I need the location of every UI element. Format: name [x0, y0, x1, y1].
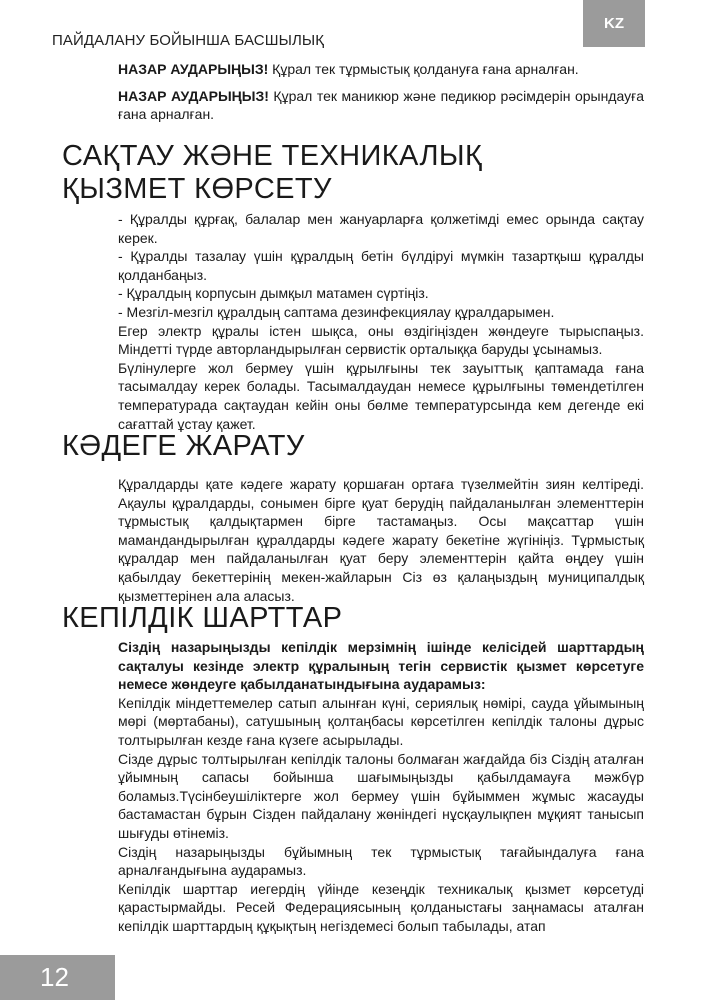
storage-body: [118, 210, 644, 433]
warning-label: НАЗАР АУДАРЫҢЫЗ!: [118, 87, 269, 104]
warranty-paragraph: Сізде дұрыс толтырылған кепілдік талоны болмаған жағдайда біз Сіздің аталған ұйымның сапасы бойынша шағымыңызды қабылдамауға мәжбүр боламыз.Түсінбеушіліктерге жол бермеу үшін бұйыммен жұмыс жасауды бастамастан бұрын Сізден пайдалану жөніндегі нұсқаулықпен мұқият танысып шығуды өтінеміз.: [118, 750, 644, 841]
warning-2: [118, 87, 644, 124]
warning-text: Құрал тек тұрмыстық қолдануға ғана арналған.: [268, 61, 579, 77]
storage-item: - Құралды тазалау үшін құралдың бетін бүлдіруі мүмкін тазартқыш құралды қолданбаңыз.: [118, 248, 644, 283]
storage-item: Егер электр құралы істен шықса, оны өздігіңізден жөндеуге тырыспаңыз. Міндетті түрде авторландырылған сервистік орталыққа баруды ұсынамыз.: [118, 322, 644, 358]
warning-label: НАЗАР АУДАРЫҢЫЗ!: [118, 61, 269, 77]
warning-1: [118, 60, 644, 79]
warranty-paragraph: Кепілдік шарттар иегердің үйінде кезеңдік техникалық қызмет көрсетуді қарастырмайды. Ресей Федерациясының қолданыстағы заңнамасы аталған кепілдік шарттардың құқықтың негіздемесі болып табылады, атап: [118, 880, 644, 934]
warranty-intro: Сіздің назарыңызды кепілдік мерзімнің ішінде келісідей шарттардың сақталуы кезінде электр құралының тегін сервистік қызмет көрсетуге немесе жөндеуге қабылданатындығына аударамыз:: [118, 639, 644, 693]
storage-item: - Құралды құрғақ, балалар мен жануарларға қолжетімді емес орында сақтау керек.: [118, 211, 644, 246]
page-number: 12: [0, 955, 115, 1000]
storage-item: Бүлінулерге жол бермеу үшін құрылғыны тек зауыттық қаптамада ғана тасымалдау керек болады. Тасымалдаудан немесе құрылғыны төмендетілген температурада сақтаудан кейін оны бөлме температурсында кем дегенде екі сағаттай ұстау қажет.: [118, 359, 644, 432]
warranty-heading: КЕПІЛДІК ШАРТТАР: [62, 602, 343, 634]
warranty-body: [118, 638, 644, 936]
storage-item: - Мезгіл-мезгіл құралдың саптама дезинфекциялау құралдарымен.: [118, 303, 555, 320]
warnings-block: [118, 60, 644, 124]
warranty-paragraph: Сіздің назарыңызды бұйымның тек тұрмыстық тағайындалуға ғана арналғандығына аударамыз.: [118, 843, 644, 879]
storage-heading-line1: САҚТАУ ЖӘНЕ ТЕХНИКАЛЫҚ: [62, 140, 483, 172]
page-header-title: ПАЙДАЛАНУ БОЙЫНША БАСШЫЛЫҚ: [52, 32, 325, 49]
warning-text: Құрал тек маникюр және педикюр рәсімдерін орындауға ғана арналған.: [118, 87, 644, 123]
disposal-body: [118, 475, 644, 605]
disposal-text: Құралдарды қате кәдеге жарату қоршаған ортаға түзелмейтін зиян келтіреді. Ақаулы құралдарды, сонымен бірге қуат берудің пайдаланылған элементтерін тұрмыстық қалдықтармен бірге тастамаңыз. Осы мақсаттар үшін мамандандырылған құралдарды кәдеге жарату бекетіне жүгініңіз. Тұрмыстық құралдар мен пайдаланылған қуат беру элементтерін қайта өңдеу үшін қабылдау бекеттерінің мекен-жайларын Сіз өз қалаңыздың муниципалдық қызметтерінен ала аласыз.: [118, 476, 644, 604]
language-badge: KZ: [583, 0, 645, 47]
disposal-heading: КӘДЕГЕ ЖАРАТУ: [62, 430, 305, 462]
storage-heading-line2: ҚЫЗМЕТ КӨРСЕТУ: [62, 173, 332, 205]
warranty-paragraph: Кепілдік міндеттемелер сатып алынған күні, сериялық нөмірі, сауда ұйымының мөрі (мөртабаны), сатушының қолтаңбасы көрсетілген кепілдік талоны дұрыс толтырылған кезде ғана күзеге асырылады.: [118, 694, 644, 748]
storage-item: - Құралдың корпусын дымқыл матамен сүртіңіз.: [118, 285, 429, 302]
storage-heading: [62, 140, 482, 206]
